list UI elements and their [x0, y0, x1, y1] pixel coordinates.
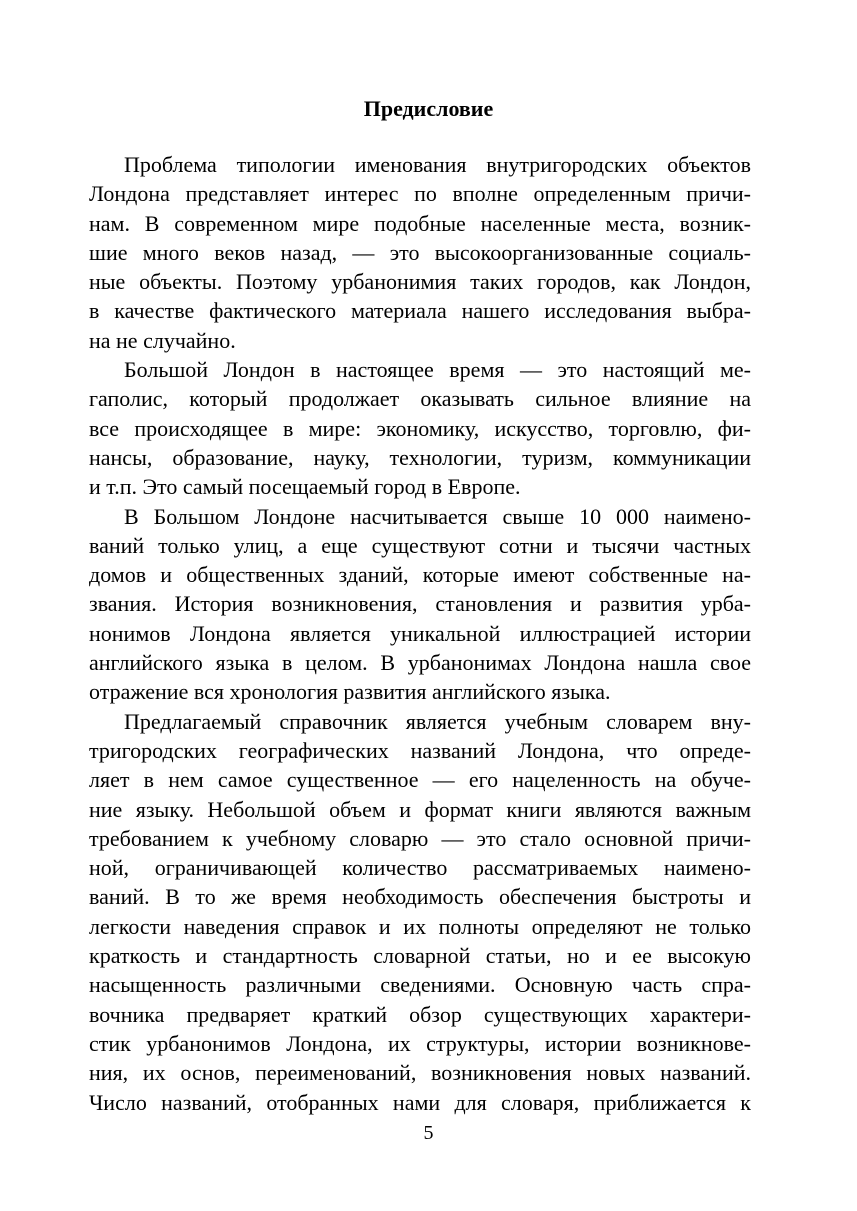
text-line: и т.п. Это самый посещаемый город в Европе.: [89, 474, 521, 500]
text-line: шие много веков назад, — это высокоорганизованные социаль-: [89, 239, 751, 265]
paragraph: [89, 150, 751, 355]
text-line: нансы, образование, науку, технологии, туризм, коммуникации: [89, 444, 751, 470]
text-line: гаполис, который продолжает оказывать сильное влияние на: [89, 386, 751, 412]
text-line: домов и общественных зданий, которые имеют собственные на-: [89, 562, 751, 588]
page-title: Предисловие: [363, 96, 494, 121]
text-line: нонимов Лондона является уникальной иллюстрацией истории: [89, 620, 751, 646]
text-line: ляет в нем самое существенное — его нацеленность на обуче-: [89, 767, 751, 793]
text-line: насыщенность различными сведениями. Основную часть спра-: [89, 972, 751, 998]
text-line: английского языка в целом. В урбанонимах Лондона нашла свое: [89, 650, 751, 676]
page-number: 5: [423, 1122, 434, 1144]
text-line: ные объекты. Поэтому урбанонимия таких городов, как Лондон,: [89, 269, 751, 295]
text-line: легкости наведения справок и их полноты определяют не только: [89, 913, 751, 939]
text-line: ния, их основ, переименований, возникновения новых названий.: [89, 1060, 751, 1086]
text-line: отражение вся хронология развития английского языка.: [89, 679, 611, 705]
text-line: ваний. В то же время необходимость обеспечения быстроты и: [89, 884, 751, 910]
text-line: в качестве фактического материала нашего исследования выбра-: [89, 298, 751, 324]
text-line: В Большом Лондоне насчитывается свыше 10 000 наимено-: [124, 503, 751, 529]
text-line: тригородских географических названий Лондона, что опреде-: [89, 737, 751, 763]
text-line: Лондона представляет интерес по вполне определенным причи-: [89, 181, 751, 207]
text-line: стик урбанонимов Лондона, их структуры, истории возникнове-: [89, 1030, 751, 1056]
text-line: Большой Лондон в настоящее время — это настоящий ме-: [124, 357, 751, 383]
text-line: нам. В современном мире подобные населенные места, возник-: [89, 210, 751, 236]
body-text: [89, 150, 751, 1117]
text-line: ние языку. Небольшой объем и формат книги являются важным: [89, 796, 751, 822]
text-line: вочника предваряет краткий обзор существующих характери-: [89, 1001, 751, 1027]
text-line: все происходящее в мире: экономику, искусство, торговлю, фи-: [89, 415, 751, 441]
text-line: ной, ограничивающей количество рассматриваемых наимено-: [89, 855, 751, 881]
paragraph: [89, 502, 751, 707]
text-line: Число названий, отобранных нами для словаря, приближается к: [89, 1089, 751, 1115]
paragraph: [89, 355, 751, 501]
text-line: Проблема типологии именования внутригородских объектов: [124, 152, 751, 177]
text-line: краткость и стандартность словарной статьи, но и ее высокую: [89, 943, 751, 969]
text-line: ваний только улиц, а еще существуют сотни и тысячи частных: [89, 532, 751, 558]
text-line: звания. История возникновения, становления и развития урба-: [89, 591, 751, 617]
text-line: на не случайно.: [89, 327, 236, 353]
text-line: Предлагаемый справочник является учебным словарем вну-: [124, 708, 751, 734]
paragraph: [89, 707, 751, 1117]
text-line: требованием к учебному словарю — это стало основной причи-: [89, 825, 751, 851]
